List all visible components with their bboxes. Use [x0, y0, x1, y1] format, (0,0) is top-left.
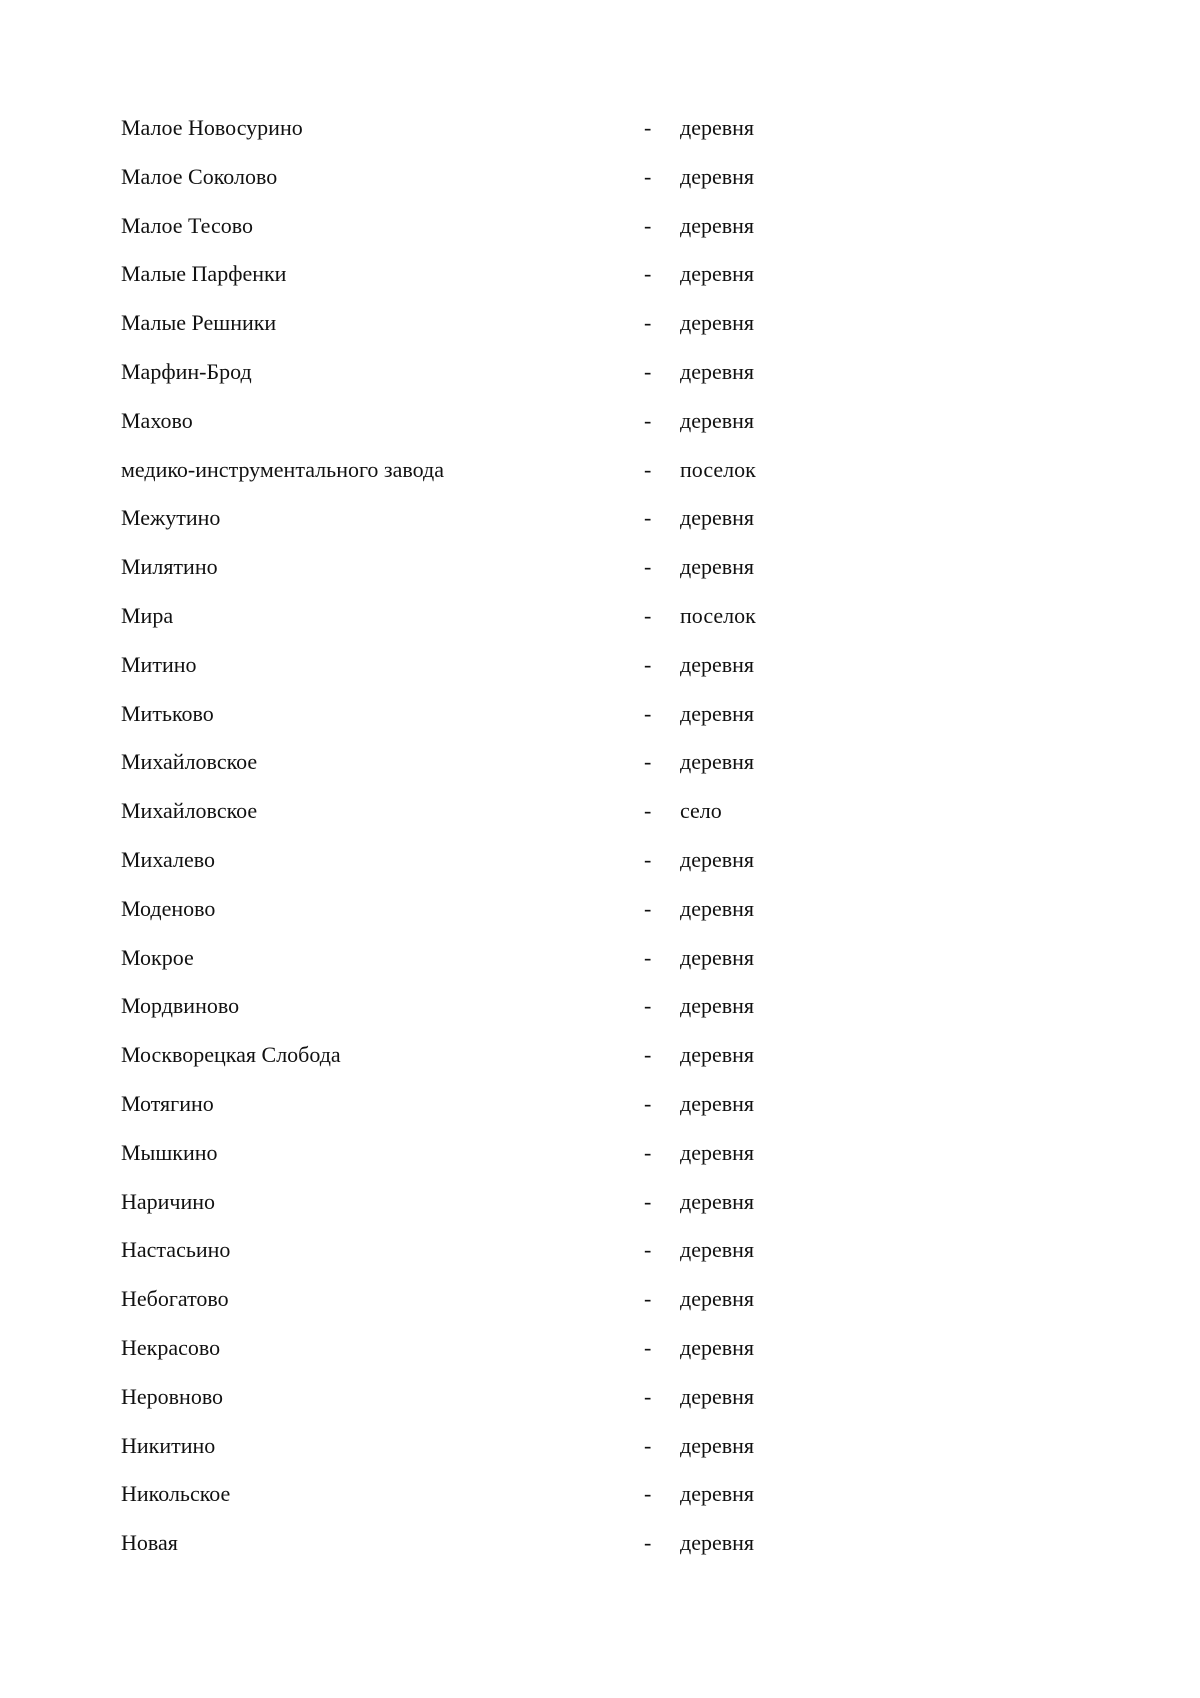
- separator-dash: -: [644, 261, 652, 287]
- settlement-name: Мышкино: [121, 1139, 218, 1165]
- separator-dash: -: [644, 407, 652, 433]
- list-item: [121, 1080, 1021, 1129]
- settlement-type: деревня: [680, 358, 755, 384]
- separator-dash: -: [644, 1042, 652, 1068]
- separator-dash: -: [644, 1432, 652, 1458]
- settlement-name: Митьково: [121, 700, 214, 726]
- settlement-name: Михалево: [121, 846, 215, 872]
- settlement-type: деревня: [680, 407, 755, 433]
- settlement-type: деревня: [680, 1530, 755, 1556]
- list-item: [121, 348, 1021, 397]
- settlement-type: деревня: [680, 1432, 755, 1458]
- settlement-type: деревня: [680, 505, 755, 531]
- settlement-name: Марфин-Брод: [121, 358, 252, 384]
- list-item: [121, 543, 1021, 592]
- list-item: [121, 1031, 1021, 1080]
- settlement-list: [121, 104, 1021, 1568]
- settlement-name: Мира: [121, 602, 174, 628]
- settlement-name: Михайловское: [121, 798, 258, 824]
- settlement-name: Новая: [121, 1530, 178, 1556]
- settlement-type: деревня: [680, 554, 755, 580]
- settlement-type: деревня: [680, 651, 755, 677]
- separator-dash: -: [644, 456, 652, 482]
- list-item: [121, 299, 1021, 348]
- settlement-name: Никитино: [121, 1432, 216, 1458]
- settlement-name: Наричино: [121, 1188, 216, 1214]
- separator-dash: -: [644, 505, 652, 531]
- list-item: [121, 592, 1021, 641]
- settlement-type: деревня: [680, 1237, 755, 1263]
- list-item: [121, 1373, 1021, 1422]
- settlement-type: деревня: [680, 1383, 755, 1409]
- list-item: [121, 1519, 1021, 1568]
- separator-dash: -: [644, 1237, 652, 1263]
- settlement-name: Махово: [121, 407, 193, 433]
- settlement-type: деревня: [680, 1481, 755, 1507]
- list-item: [121, 641, 1021, 690]
- settlement-name: Мокрое: [121, 944, 194, 970]
- separator-dash: -: [644, 1530, 652, 1556]
- separator-dash: -: [644, 1090, 652, 1116]
- separator-dash: -: [644, 212, 652, 238]
- settlement-name: Малое Соколово: [121, 163, 278, 189]
- settlement-name: Москворецкая Слобода: [121, 1042, 341, 1068]
- list-item: [121, 202, 1021, 251]
- settlement-type: деревня: [680, 261, 755, 287]
- settlement-type: деревня: [680, 993, 755, 1019]
- separator-dash: -: [644, 1481, 652, 1507]
- separator-dash: -: [644, 602, 652, 628]
- separator-dash: -: [644, 1334, 652, 1360]
- settlement-type: деревня: [680, 1188, 755, 1214]
- settlement-name: Настасьино: [121, 1237, 231, 1263]
- settlement-name: Милятино: [121, 554, 218, 580]
- settlement-type: деревня: [680, 846, 755, 872]
- settlement-type: деревня: [680, 1042, 755, 1068]
- separator-dash: -: [644, 554, 652, 580]
- settlement-name: Мотягино: [121, 1090, 214, 1116]
- settlement-name: Малое Новосурино: [121, 115, 303, 140]
- settlement-type: деревня: [680, 1139, 755, 1165]
- list-item: [121, 690, 1021, 739]
- settlement-type: деревня: [680, 163, 755, 189]
- list-item: [121, 494, 1021, 543]
- list-item: [121, 1226, 1021, 1275]
- separator-dash: -: [644, 651, 652, 677]
- settlement-type: деревня: [680, 310, 755, 336]
- list-item: [121, 1324, 1021, 1373]
- list-item: [121, 885, 1021, 934]
- settlement-name: Малые Парфенки: [121, 261, 287, 287]
- separator-dash: -: [644, 749, 652, 775]
- list-item: [121, 1178, 1021, 1227]
- separator-dash: -: [644, 895, 652, 921]
- settlement-type: деревня: [680, 1090, 755, 1116]
- settlement-type: деревня: [680, 749, 755, 775]
- settlement-name: Межутино: [121, 505, 221, 531]
- list-item: [121, 397, 1021, 446]
- separator-dash: -: [644, 798, 652, 824]
- list-item: [121, 104, 1021, 153]
- settlement-type: поселок: [680, 602, 756, 628]
- settlement-name: Михайловское: [121, 749, 258, 775]
- separator-dash: -: [644, 993, 652, 1019]
- settlement-name: Неровново: [121, 1383, 224, 1409]
- separator-dash: -: [644, 1383, 652, 1409]
- settlement-type: деревня: [680, 895, 755, 921]
- list-item: [121, 787, 1021, 836]
- list-item: [121, 1275, 1021, 1324]
- settlement-name: Мордвиново: [121, 993, 240, 1019]
- settlement-name: Митино: [121, 651, 197, 677]
- list-item: [121, 738, 1021, 787]
- settlement-name: Моденово: [121, 895, 216, 921]
- settlement-name: Небогатово: [121, 1286, 229, 1312]
- settlement-type: деревня: [680, 944, 755, 970]
- separator-dash: -: [644, 358, 652, 384]
- settlement-name: Малое Тесово: [121, 212, 253, 238]
- list-item: [121, 250, 1021, 299]
- settlement-type: деревня: [680, 115, 755, 140]
- list-item: [121, 982, 1021, 1031]
- settlement-name: Малые Решники: [121, 310, 277, 336]
- settlement-type: деревня: [680, 1286, 755, 1312]
- settlement-type: деревня: [680, 700, 755, 726]
- separator-dash: -: [644, 115, 652, 140]
- settlement-type: село: [680, 798, 722, 824]
- separator-dash: -: [644, 163, 652, 189]
- settlement-type: деревня: [680, 1334, 755, 1360]
- settlement-name: Некрасово: [121, 1334, 221, 1360]
- separator-dash: -: [644, 1139, 652, 1165]
- separator-dash: -: [644, 310, 652, 336]
- list-item: [121, 446, 1021, 495]
- settlement-type: деревня: [680, 212, 755, 238]
- settlement-type: поселок: [680, 456, 756, 482]
- separator-dash: -: [644, 944, 652, 970]
- settlement-name: Никольское: [121, 1481, 231, 1507]
- separator-dash: -: [644, 700, 652, 726]
- settlement-name: медико-инструментального завода: [121, 456, 444, 482]
- list-item: [121, 836, 1021, 885]
- list-item: [121, 934, 1021, 983]
- list-item: [121, 1129, 1021, 1178]
- list-item: [121, 153, 1021, 202]
- separator-dash: -: [644, 1188, 652, 1214]
- separator-dash: -: [644, 846, 652, 872]
- list-item: [121, 1470, 1021, 1519]
- list-item: [121, 1422, 1021, 1471]
- separator-dash: -: [644, 1286, 652, 1312]
